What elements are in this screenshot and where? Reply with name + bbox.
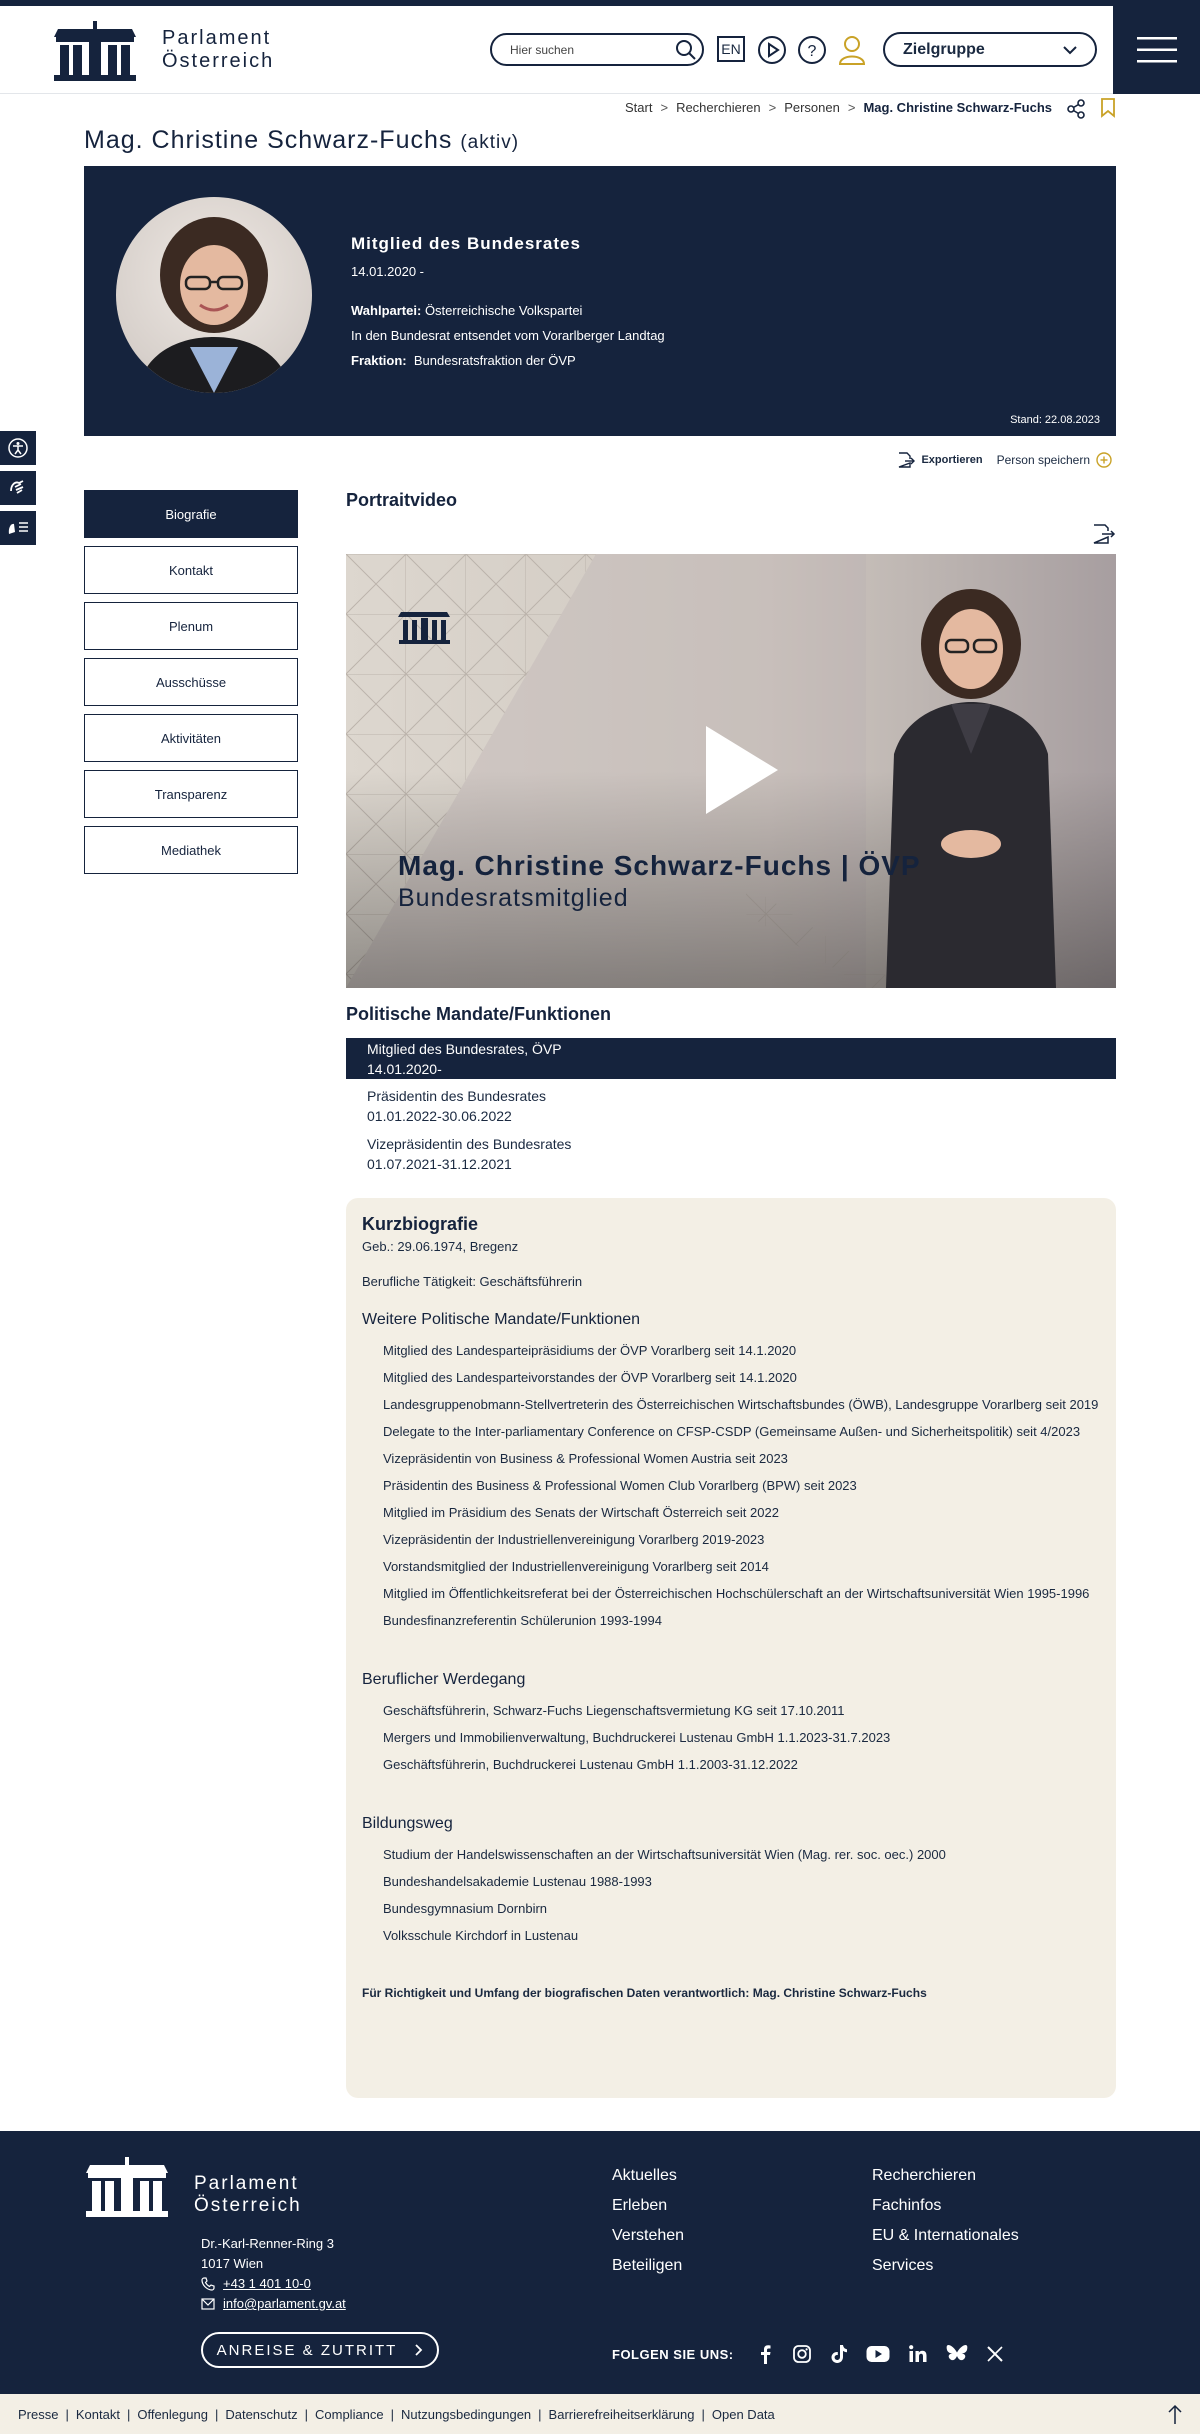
breadcrumb-item-start[interactable]: Start <box>625 100 653 115</box>
legal-separator: | <box>65 2406 69 2422</box>
zielgruppe-select[interactable] <box>883 32 1097 67</box>
x-icon[interactable] <box>986 2345 1004 2363</box>
portrait-video-player[interactable] <box>346 554 1116 988</box>
email-link[interactable]: info@parlament.gv.at <box>223 2296 346 2311</box>
logo-line-2: Österreich <box>162 50 275 72</box>
legal-separator: | <box>701 2406 705 2422</box>
legal-link-datenschutz[interactable]: Datenschutz <box>225 2406 298 2422</box>
list-item: Geschäftsführerin, Buchdruckerei Lustenau GmbH 1.1.2003-31.12.2022 <box>383 1757 798 1772</box>
linkedin-icon[interactable] <box>908 2344 928 2364</box>
list-item: Bundeshandelsakademie Lustenau 1988-1993 <box>383 1874 652 1889</box>
export-button[interactable] <box>897 451 982 469</box>
mandate-heading: Politische Mandate/Funktionen <box>346 1004 612 1024</box>
breadcrumb-separator: > <box>660 100 669 115</box>
legal-link-open-data[interactable]: Open Data <box>711 2406 775 2422</box>
list-item: Volksschule Kirchdorf in Lustenau <box>383 1928 579 1943</box>
easy-language-button[interactable] <box>0 511 36 545</box>
main-menu-button[interactable] <box>1113 6 1200 94</box>
save-person-label: Person speichern <box>996 453 1090 467</box>
legal-link-barrierefreiheit[interactable]: Barrierefreiheitserklärung <box>548 2406 695 2422</box>
hamburger-menu-icon <box>1137 37 1177 63</box>
language-switch-button[interactable] <box>717 36 745 62</box>
tab-transparenz[interactable]: Transparenz <box>84 770 298 818</box>
fraktion-value[interactable]: Bundesratsfraktion der ÖVP <box>413 353 576 368</box>
kurzbiografie-heading: Kurzbiografie <box>362 1214 479 1234</box>
bildungsweg-heading: Bildungsweg <box>362 1815 453 1832</box>
tab-kontakt[interactable]: Kontakt <box>84 546 298 594</box>
footer-legal-bar <box>0 2394 1200 2434</box>
sign-language-icon <box>7 477 29 499</box>
bildungsweg-list <box>362 1845 1100 1946</box>
parliament-logo-icon <box>52 19 138 81</box>
breadcrumb-separator: > <box>847 100 856 115</box>
footer-nav-col-1 <box>612 2167 684 2287</box>
legal-link-offenlegung[interactable]: Offenlegung <box>137 2406 208 2422</box>
weitere-mandate-list <box>362 1341 1100 1631</box>
stand-date: Stand: 22.08.2023 <box>1010 414 1100 426</box>
legal-link-nutzungsbedingungen[interactable]: Nutzungsbedingungen <box>401 2406 532 2422</box>
footer-address <box>201 2234 346 2314</box>
follow-label: FOLGEN SIE UNS: <box>612 2346 734 2362</box>
tab-plenum[interactable]: Plenum <box>84 602 298 650</box>
mandate-item[interactable] <box>346 1086 1116 1126</box>
mediathek-play-icon[interactable] <box>757 35 787 65</box>
tab-aktivitaeten[interactable]: Aktivitäten <box>84 714 298 762</box>
list-item: Delegate to the Inter-parliamentary Conference on CFSP-CSDP (Gemeinsame Außen- und Sicherheitspolitik) seit 4/2023 <box>383 1424 1081 1439</box>
youtube-icon[interactable] <box>866 2345 890 2363</box>
footer-logo[interactable] <box>84 2155 302 2217</box>
werdegang-list <box>362 1701 1100 1775</box>
facebook-icon[interactable] <box>756 2344 774 2364</box>
mail-icon <box>201 2298 215 2310</box>
page-title <box>84 126 519 155</box>
hero-since-date: 14.01.2020 - <box>351 264 425 279</box>
share-icon[interactable] <box>1066 99 1086 119</box>
bluesky-icon[interactable] <box>946 2344 968 2364</box>
legal-separator: | <box>390 2406 395 2422</box>
user-account-icon[interactable] <box>837 34 867 66</box>
breadcrumb-item-recherchieren[interactable]: Recherchieren <box>676 100 761 115</box>
legal-separator: | <box>214 2406 219 2422</box>
anreise-label: ANREISE & ZUTRITT <box>216 2341 398 2359</box>
list-item: Mitglied des Landesparteivorstandes der ÖVP Vorarlberg seit 14.1.2020 <box>383 1370 797 1385</box>
profession-info: Berufliche Tätigkeit: Geschäftsführerin <box>362 1274 583 1289</box>
footer-phone[interactable] <box>201 2274 346 2294</box>
legal-separator: | <box>126 2406 131 2422</box>
video-caption-role: Bundesratsmitglied <box>398 884 629 912</box>
breadcrumb-separator: > <box>768 100 777 115</box>
tab-ausschuesse[interactable]: Ausschüsse <box>84 658 298 706</box>
list-item: Bundesfinanzreferentin Schülerunion 1993-1994 <box>383 1613 662 1628</box>
easy-language-icon <box>6 518 30 538</box>
bookmark-icon[interactable] <box>1100 98 1116 118</box>
footer-logo-line-1: Parlament <box>194 2173 299 2194</box>
footer-logo-line-2: Österreich <box>194 2195 302 2216</box>
parliament-logo-icon <box>84 2155 170 2217</box>
list-item: Bundesgymnasium Dornbirn <box>383 1901 548 1916</box>
hero-function-title: Mitglied des Bundesrates <box>351 234 581 253</box>
list-item: Studium der Handelswissenschaften an der Wirtschaftsuniversität Wien (Mag. rer. soc. oec.) 2000 <box>383 1847 946 1862</box>
footer-link-beteiligen[interactable]: Beteiligen <box>612 2257 683 2274</box>
chevron-down-icon <box>1063 45 1077 55</box>
help-icon[interactable] <box>797 35 827 65</box>
zoom-in-icon[interactable] <box>281 367 301 387</box>
zielgruppe-label: Zielgruppe <box>903 40 985 58</box>
language-label: EN <box>721 41 741 57</box>
birth-info: Geb.: 29.06.1974, Bregenz <box>362 1239 519 1254</box>
sign-language-button[interactable] <box>0 471 36 505</box>
legal-separator: | <box>538 2406 542 2422</box>
bio-responsibility-note: Für Richtigkeit und Umfang der biografischen Daten verantwortlich: Mag. Christine Schwarz-Fuchs <box>362 1986 927 2000</box>
weitere-mandate-heading: Weitere Politische Mandate/Funktionen <box>362 1311 641 1328</box>
footer-email[interactable] <box>201 2294 346 2314</box>
mandate-item[interactable] <box>346 1038 1116 1079</box>
site-logo[interactable] <box>52 19 274 81</box>
footer-link-erleben[interactable]: Erleben <box>612 2197 668 2214</box>
tab-biografie[interactable]: Biografie <box>84 490 298 538</box>
breadcrumb-current: Mag. Christine Schwarz-Fuchs <box>863 100 1052 115</box>
search-input[interactable] <box>490 33 704 66</box>
list-item: Mergers und Immobilienverwaltung, Buchdruckerei Lustenau GmbH 1.1.2023-31.7.2023 <box>383 1730 891 1745</box>
list-item: Mitglied im Präsidium des Senats der Wirtschaft Österreich seit 2022 <box>383 1505 779 1520</box>
list-item: Vizepräsidentin der Industriellenvereinigung Vorarlberg 2019-2023 <box>383 1532 765 1547</box>
footer-link-fachinfos[interactable]: Fachinfos <box>872 2197 942 2214</box>
person-hero-card <box>84 166 1116 436</box>
chevron-right-icon <box>415 2344 423 2356</box>
mandate-period: 01.07.2021-31.12.2021 <box>367 1156 512 1172</box>
person-status: (aktiv) <box>460 132 520 153</box>
wahlpartei-value[interactable]: Österreichische Volkspartei <box>424 303 583 318</box>
footer-link-verstehen[interactable]: Verstehen <box>612 2227 685 2244</box>
anreise-zutritt-button[interactable] <box>201 2332 439 2368</box>
accessibility-button[interactable] <box>0 431 36 465</box>
accessibility-icon <box>7 437 29 459</box>
mandate-period: 14.01.2020- <box>367 1061 442 1077</box>
video-caption-name: Mag. Christine Schwarz-Fuchs | ÖVP <box>398 850 921 881</box>
hero-wahlpartei <box>351 303 582 318</box>
export-label: Exportieren <box>921 454 983 466</box>
instagram-icon[interactable] <box>792 2344 812 2364</box>
person-actions <box>897 451 1112 469</box>
portrait-image-icon <box>116 197 312 393</box>
wahlpartei-label: Wahlpartei: <box>351 303 422 318</box>
fraktion-label: Fraktion: <box>351 353 407 368</box>
kurzbiografie-box <box>346 1198 1116 2098</box>
site-footer <box>0 2131 1200 2394</box>
footer-link-eu-internationales[interactable]: EU & Internationales <box>872 2227 1019 2244</box>
footer-link-recherchieren[interactable]: Recherchieren <box>872 2167 977 2184</box>
breadcrumb-item-personen[interactable]: Personen <box>784 100 840 115</box>
hero-entsendet: In den Bundesrat entsendet vom Vorarlberger Landtag <box>351 328 665 343</box>
list-item: Mitglied im Öffentlichkeitsreferat bei der Österreichischen Hochschülerschaft an der Wirtschaftsuniversität Wien 1995-1996 <box>383 1586 1090 1601</box>
person-section-nav <box>84 490 298 882</box>
footer-link-services[interactable]: Services <box>872 2257 934 2274</box>
list-item: Mitglied des Landesparteipräsidiums der ÖVP Vorarlberg seit 14.1.2020 <box>383 1343 797 1358</box>
social-links <box>612 2344 1004 2364</box>
svg-text:?: ? <box>807 43 817 60</box>
footer-link-aktuelles[interactable]: Aktuelles <box>612 2167 677 2184</box>
list-item: Vizepräsidentin von Business & Professional Women Austria seit 2023 <box>383 1451 788 1466</box>
list-item: Geschäftsführerin, Schwarz-Fuchs Liegenschaftsvermietung KG seit 17.10.2011 <box>383 1703 845 1718</box>
search-icon[interactable] <box>675 39 697 61</box>
video-export-icon[interactable] <box>1092 523 1116 545</box>
footer-nav-col-2 <box>872 2167 1019 2287</box>
address-street: Dr.-Karl-Renner-Ring 3 <box>201 2236 334 2251</box>
mandate-item[interactable] <box>346 1134 1116 1174</box>
legal-link-compliance[interactable]: Compliance <box>315 2406 384 2422</box>
portraitvideo-heading: Portraitvideo <box>346 490 458 510</box>
list-item: Präsidentin des Business & Professional Women Club Vorarlberg (BPW) seit 2023 <box>383 1478 857 1493</box>
play-button-icon[interactable] <box>702 724 782 816</box>
legal-link-kontakt[interactable]: Kontakt <box>75 2406 120 2422</box>
back-to-top-icon[interactable] <box>1167 2403 1183 2425</box>
hero-fraktion <box>351 353 576 368</box>
list-item: Vorstandsmitglied der Industriellenvereinigung Vorarlberg seit 2014 <box>383 1559 769 1574</box>
tab-mediathek[interactable]: Mediathek <box>84 826 298 874</box>
person-portrait[interactable] <box>116 197 312 393</box>
address-city: 1017 Wien <box>201 2256 264 2271</box>
mandate-title: Vizepräsidentin des Bundesrates <box>367 1136 572 1152</box>
breadcrumb <box>625 100 1052 115</box>
mandate-title: Mitglied des Bundesrates, ÖVP <box>367 1041 562 1057</box>
mandate-title: Präsidentin des Bundesrates <box>367 1088 546 1104</box>
export-icon <box>897 451 915 469</box>
werdegang-heading: Beruflicher Werdegang <box>362 1671 526 1688</box>
logo-line-1: Parlament <box>162 27 272 49</box>
list-item: Landesgruppenobmann-Stellvertreterin des Österreichischen Wirtschaftsbundes (ÖWB), Landesgruppe Vorarlberg seit 2019 <box>383 1397 1099 1412</box>
mandate-period: 01.01.2022-30.06.2022 <box>367 1108 512 1124</box>
plus-circle-icon <box>1096 452 1112 468</box>
phone-link[interactable]: +43 1 401 10-0 <box>223 2276 311 2291</box>
tiktok-icon[interactable] <box>830 2344 848 2364</box>
save-person-button[interactable] <box>997 452 1112 468</box>
legal-separator: | <box>304 2406 308 2422</box>
legal-link-presse[interactable]: Presse <box>18 2406 59 2422</box>
phone-icon <box>201 2277 215 2291</box>
person-name: Mag. Christine Schwarz-Fuchs <box>84 126 453 154</box>
